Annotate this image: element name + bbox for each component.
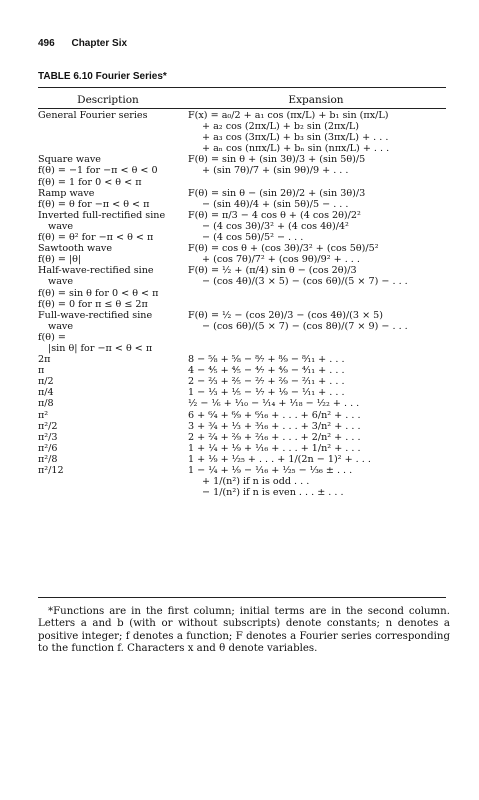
description-cell: π/8 [38,398,54,410]
table-label: TABLE 6.10 [38,71,93,82]
description-cell: |sin θ| for −π < θ < π [48,342,153,354]
table-line [0,410,479,421]
chapter-title: Chapter Six [71,38,128,49]
table-line [0,121,479,132]
description-cell: π/2 [38,376,54,388]
expansion-cell: + aₙ cos (nπx/L) + bₙ sin (nπx/L) + . . . [202,143,390,155]
table-line [0,254,479,265]
expansion-cell: ½ − ⅙ + ⅒ − ¹⁄₁₄ + ¹⁄₁₈ − ¹⁄₂₂ + . . . [188,398,360,410]
description-cell: π²/3 [38,431,58,443]
description-cell: π²/2 [38,420,58,432]
expansion-cell: 3 + ¾ + ⅓ + ³⁄₁₆ + . . . + 3/n² + . . . [188,420,361,432]
description-cell: General Fourier series [38,110,148,121]
expansion-cell: − (4 cos 3θ)/3² + (4 cos 4θ)/4² [202,220,349,232]
expansion-cell: + 1/(n²) if n is odd . . . [202,476,310,488]
expansion-cell: − (4 cos 5θ)/5² − . . . [202,232,304,244]
description-cell: wave [48,276,74,288]
table-line [0,154,479,165]
description-cell: Square wave [38,154,101,166]
table-line [0,321,479,332]
expansion-cell: F(θ) = cos θ + (cos 3θ)/3² + (cos 5θ)/5² [188,243,379,255]
table-line [0,432,479,443]
description-cell: f(θ) = −1 for −π < θ < 0 [38,165,158,177]
table-title: Fourier Series* [95,71,167,82]
table-line [0,332,479,343]
table-line [0,365,479,376]
expansion-cell: − (cos 6θ)/(5 × 7) − (cos 8θ)/(7 × 9) − . . . [202,320,408,332]
table-line [0,487,479,498]
expansion-cell: − 1/(n²) if n is even . . . ± . . . [202,487,344,499]
description-cell: Inverted full-rectified sine [38,209,166,221]
description-cell: wave [48,320,74,332]
description-cell: wave [48,220,74,232]
description-cell: π²/6 [38,442,58,454]
table-line [0,165,479,176]
description-cell: f(θ) = [38,331,66,343]
table-line [0,387,479,398]
table-line [0,354,479,365]
table-line [0,232,479,243]
description-cell: f(θ) = 0 for π ≤ θ ≤ 2π [38,298,148,310]
expansion-cell: F(θ) = ½ − (cos 2θ)/3 − (cos 4θ)/(3 × 5) [188,309,384,321]
expansion-cell: F(θ) = π/3 − 4 cos θ + (4 cos 2θ)/2² [188,209,361,221]
expansion-cell: F(θ) = sin θ + (sin 3θ)/3 + (sin 5θ)/5 [188,154,366,166]
table-line [0,299,479,310]
running-header [38,38,127,49]
description-cell: π² [38,409,49,421]
table-line [0,143,479,154]
table-line [0,199,479,210]
expansion-cell: 1 + ⅑ + ¹⁄₂₅ + . . . + 1/(2n − 1)² + . . . [188,453,371,465]
description-cell: f(θ) = 1 for 0 < θ < π [38,176,142,188]
expansion-cell: F(θ) = ½ + (π/4) sin θ − (cos 2θ)/3 [188,265,357,277]
description-cell: π²/8 [38,453,58,465]
page-number: 496 [38,38,55,49]
expansion-cell: 1 − ¼ + ⅑ − ¹⁄₁₆ + ¹⁄₂₅ − ¹⁄₃₆ ± . . . [188,465,353,476]
expansion-cell: 1 + ¼ + ⅑ + ¹⁄₁₆ + . . . + 1/n² + . . . [188,442,361,454]
table-line [0,288,479,299]
description-cell: Sawtooth wave [38,243,113,255]
table-line [0,376,479,387]
description-cell: Half-wave-rectified sine [38,265,154,277]
expansion-cell: F(θ) = sin θ − (sin 2θ)/2 + (sin 3θ)/3 [188,187,366,199]
description-cell: 2π [38,354,51,366]
description-cell: f(θ) = sin θ for 0 < θ < π [38,287,159,299]
table-header-rule [38,108,446,109]
table-footnote: *Functions are in the first column; initial terms are in the second column. Letters a and b (with or without subscripts) denote constants; n denotes a positive integer; f denotes a function; F denotes a Fourier series corresponding to the function f. Characters x and θ denote variables. [38,606,450,655]
table-body [0,110,479,498]
table-line [0,476,479,487]
table-line [0,177,479,188]
table-line [0,210,479,221]
description-cell: π [38,365,45,377]
table-line [0,443,479,454]
table-line [0,454,479,465]
expansion-cell: 4 − ⅘ + ⅘ − ⁴⁄₇ + ⁴⁄₉ − ⁴⁄₁₁ + . . . [188,365,345,377]
table-line [0,421,479,432]
table-line [0,465,479,476]
column-header-expansion: Expansion [288,94,344,106]
expansion-cell: + (cos 7θ)/7² + (cos 9θ)/9² + . . . [202,254,360,266]
table-line [0,398,479,409]
expansion-cell: + a₂ cos (2πx/L) + b₂ sin (2πx/L) [202,121,360,133]
table-line [0,132,479,143]
table-line [0,243,479,254]
description-cell: f(θ) = θ for −π < θ < π [38,198,150,210]
table-line [0,221,479,232]
expansion-cell: 2 + ²⁄₄ + ²⁄₉ + ²⁄₁₆ + . . . + 2/n² + . . . [188,431,361,443]
expansion-cell: − (sin 4θ)/4 + (sin 5θ)/5 − . . . [202,198,349,210]
description-cell: f(θ) = |θ| [38,254,82,266]
table-line [0,188,479,199]
description-cell: Ramp wave [38,187,95,199]
expansion-cell: 6 + ⁶⁄₄ + ⁶⁄₉ + ⁶⁄₁₆ + . . . + 6/n² + . . . [188,409,361,421]
expansion-cell: − (cos 4θ)/(3 × 5) − (cos 6θ)/(5 × 7) − . . . [202,276,408,288]
expansion-cell: 8 − ⅝ + ⅝ − ⁸⁄₇ + ⁸⁄₉ − ⁸⁄₁₁ + . . . [188,354,345,366]
table-bottom-rule [38,597,446,598]
description-cell: Full-wave-rectified sine [38,309,153,321]
description-cell: π/4 [38,387,54,399]
table-line [0,110,479,121]
table-line [0,310,479,321]
table-line [0,276,479,287]
description-cell: f(θ) = θ² for −π < θ < π [38,232,154,244]
expansion-cell: 1 − ⅓ + ⅕ − ⅐ + ⅑ − ¹⁄₁₁ + . . . [188,387,345,399]
table-line [0,265,479,276]
description-cell: π²/12 [38,465,64,476]
expansion-cell: 2 − ⅔ + ⅖ − ²⁄₇ + ²⁄₉ − ²⁄₁₁ + . . . [188,376,345,388]
expansion-cell: F(x) = a₀/2 + a₁ cos (πx/L) + b₁ sin (πx/L) [188,110,389,121]
expansion-cell: + a₃ cos (3πx/L) + b₃ sin (3πx/L) + . . . [202,132,389,144]
column-header-description: Description [77,94,139,106]
table-caption [38,71,167,82]
table-top-rule [38,87,446,88]
table-line [0,343,479,354]
expansion-cell: + (sin 7θ)/7 + (sin 9θ)/9 + . . . [202,165,349,177]
